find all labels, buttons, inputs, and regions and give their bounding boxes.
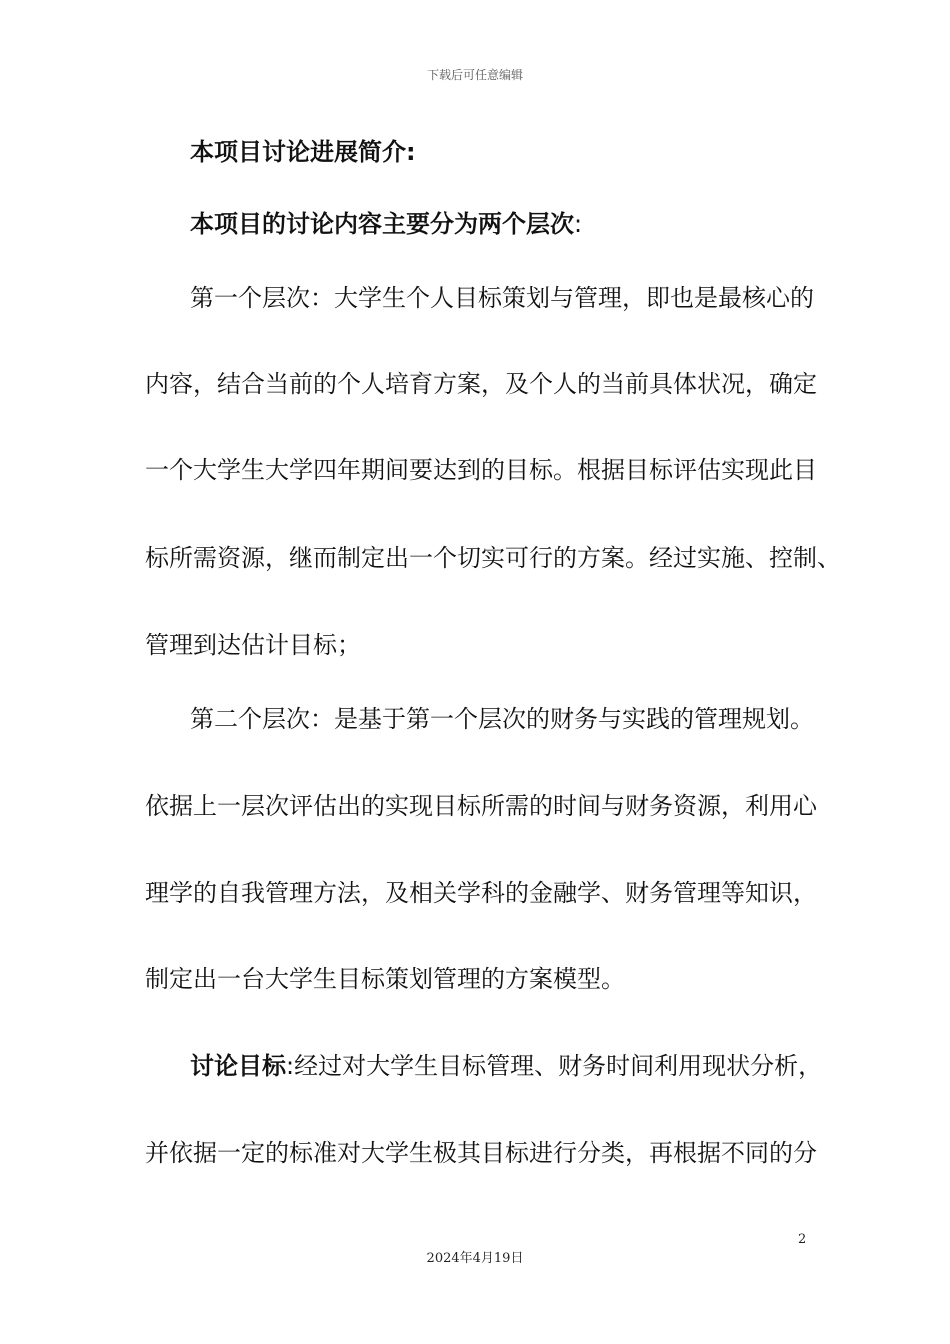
paragraph-line: 制定出一台大学生目标策划管理的方案模型。 <box>145 965 625 993</box>
paragraph-line: 并依据一定的标准对大学生极其目标进行分类，再根据不同的分 <box>145 1139 817 1167</box>
paragraph-line: 第一个层次：大学生个人目标策划与管理，即也是最核心的 <box>190 284 814 312</box>
paragraph-line: 内容，结合当前的个人培育方案，及个人的当前具体状况，确定 <box>145 370 817 398</box>
page-number: 2 <box>798 1232 807 1247</box>
subheading-bold: 本项目的讨论内容主要分为两个层次 <box>190 210 574 238</box>
paragraph-line <box>190 1051 822 1081</box>
subheading-colon: : <box>574 210 583 238</box>
page-header: 下载后可任意编辑 <box>426 68 523 82</box>
paragraph-line: 管理到达估计目标； <box>145 631 361 659</box>
section-heading: 本项目讨论进展简介: <box>190 138 416 166</box>
paragraph-line: 理学的自我管理方法，及相关学科的金融学、财务管理等知识， <box>145 879 817 907</box>
paragraph-line: 标所需资源，继而制定出一个切实可行的方案。经过实施、控制、 <box>145 544 841 572</box>
subheading <box>190 209 582 239</box>
paragraph-line: 第二个层次：是基于第一个层次的财务与实践的管理规划。 <box>190 705 814 733</box>
paragraph-line: 一个大学生大学四年期间要达到的目标。根据目标评估实现此目 <box>145 456 817 484</box>
paragraph-line: 依据上一层次评估出的实现目标所需的时间与财务资源，利用心 <box>145 792 817 820</box>
goal-label: 讨论目标 <box>190 1052 286 1080</box>
footer-date: 2024年4月19日 <box>426 1251 524 1266</box>
goal-text: :经过对大学生目标管理、财务时间利用现状分析， <box>286 1052 823 1080</box>
